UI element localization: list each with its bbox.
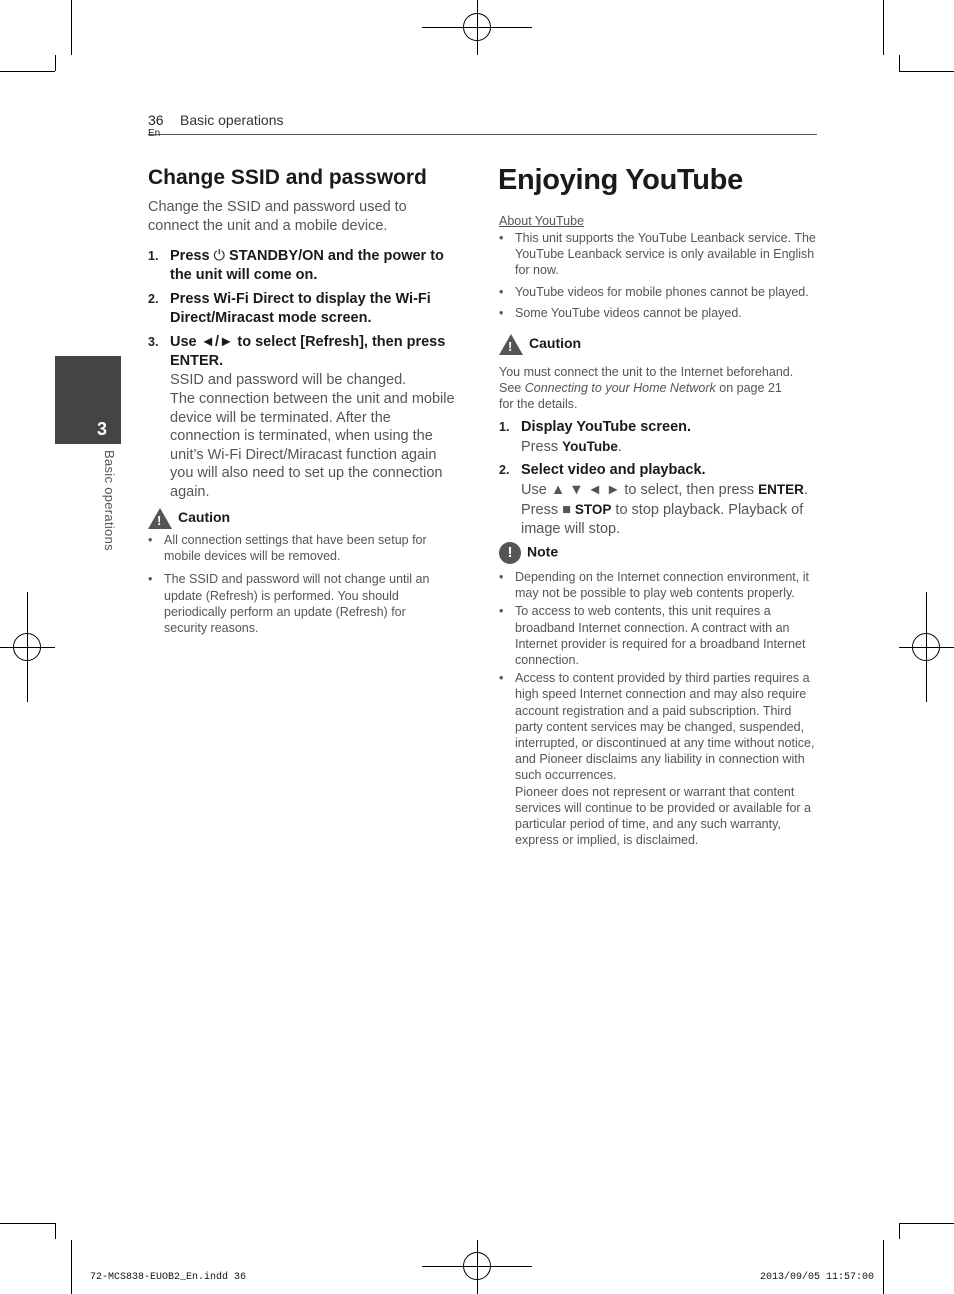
list-item: • Some YouTube videos cannot be played. — [499, 305, 821, 321]
note-heading: ! Note — [499, 542, 558, 564]
ssid-caution-list — [148, 532, 450, 641]
list-item: • Access to content provided by third parties requires a high speed Internet connection and may also require account registration and a paid subscription. Third party content services may be changed, suspended, interrupted, or discontinued at any time without notice, and Pioneer disclaims any liability in connection with such occurrences. Pioneer does not represent or warrant that content services will continue to be provided or available for a particular period of time, and any such warranty, express or implied, is disclaimed. — [499, 670, 821, 848]
section-title-ssid: Change SSID and password — [148, 166, 427, 189]
list-item: • The SSID and password will not change until an update (Refresh) is performed. You should periodically perform an update (Refresh) for security reasons. — [148, 571, 450, 636]
caution-icon: ! — [499, 334, 523, 355]
youtube-step-1: 1. Display YouTube screen. Press YouTube. — [499, 419, 692, 455]
note-icon: ! — [499, 542, 521, 564]
key-label: STOP — [574, 502, 612, 517]
list-item: • YouTube videos for mobile phones cannot be played. — [499, 284, 821, 300]
cross-reference: Connecting to your Home Network — [524, 381, 716, 396]
list-item: • Depending on the Internet connection environment, it may not be possible to play web contents properly. — [499, 569, 821, 601]
header-rule — [148, 134, 817, 135]
list-item: • This unit supports the YouTube Leanback service. The YouTube Leanback service is only available in English for now. — [499, 230, 821, 279]
step-number: 2. — [148, 292, 159, 306]
step-number: 2. — [499, 463, 510, 477]
footer-datetime: 2013/09/05 11:57:00 — [760, 1272, 875, 1283]
youtube-step-2: 2. Select video and playback. Use ▲ ▼ ◄ ► to select, then press ENTER. Press ■ STOP to stop playback. Playback of image will stop. — [499, 462, 808, 537]
ssid-step-2: 2. Press Wi-Fi Direct to display the Wi-Fi Direct/Miracast mode screen. — [148, 291, 431, 326]
key-label: YouTube — [562, 439, 618, 454]
about-youtube-list — [499, 230, 821, 326]
list-item: • All connection settings that have been setup for mobile devices will be removed. — [148, 532, 450, 564]
youtube-caution-heading: ! Caution — [499, 334, 581, 355]
step-number: 1. — [499, 420, 510, 434]
step-number: 3. — [148, 335, 159, 349]
youtube-caution-text: You must connect the unit to the Internet beforehand. See Connecting to your Home Network on page 21 for the details. — [499, 365, 794, 412]
ssid-step-1: 1. Press ⏻ STANDBY/ON and the power to the unit will come on. — [148, 248, 444, 283]
ssid-intro: Change the SSID and password used to connect the unit and a mobile device. — [148, 199, 407, 234]
step-number: 1. — [148, 249, 159, 263]
power-icon: ⏻ — [213, 248, 226, 264]
about-youtube-label: About YouTube — [499, 214, 585, 228]
ssid-caution-heading: ! Caution — [148, 508, 230, 529]
list-item: • To access to web contents, this unit requires a broadband Internet connection. A contract with an Internet provider is required for a broadband Internet connection. — [499, 603, 821, 668]
chapter-label: Basic operations — [102, 450, 117, 551]
note-list — [499, 569, 821, 848]
key-label: ENTER — [758, 482, 804, 497]
ssid-step-3: 3. Use ◄/► to select [Refresh], then press ENTER. SSID and password will be changed. The connection between the unit and mobile device will be terminated. After the connection is terminated, when using the unit’s Wi-Fi Direct/Miracast function again you will also need to set up the connection again. — [148, 334, 455, 500]
running-header: Basic operations — [180, 112, 284, 128]
chapter-tab — [55, 356, 121, 444]
caution-icon: ! — [148, 508, 172, 529]
chapter-number: 3 — [97, 419, 108, 439]
page-title: Enjoying YouTube — [498, 164, 743, 196]
page-number: 36 — [148, 112, 164, 128]
footer-file: 72-MCS838-EUOB2_En.indd 36 — [90, 1272, 247, 1283]
